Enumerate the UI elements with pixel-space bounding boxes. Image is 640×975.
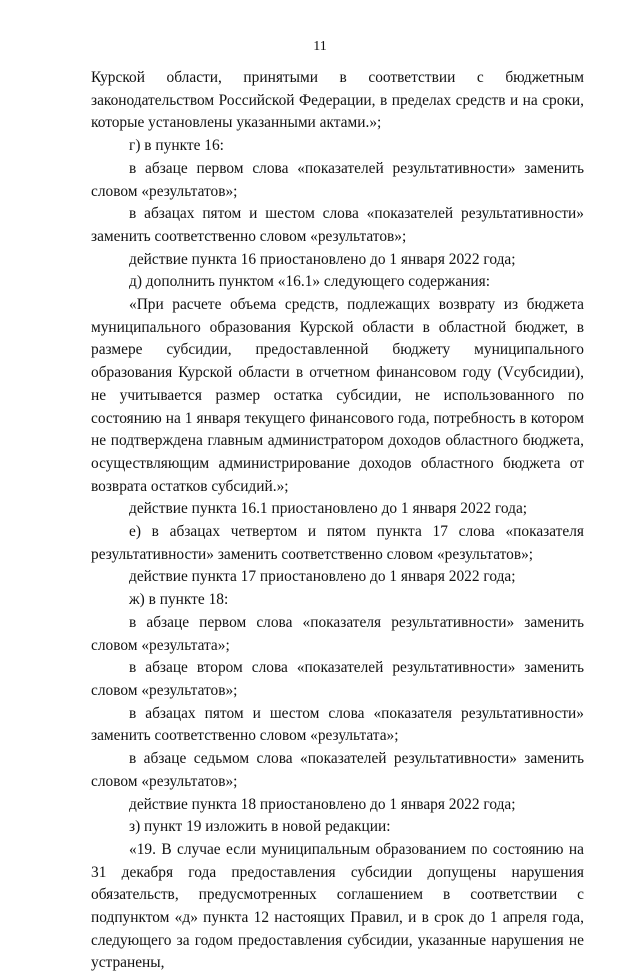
paragraph: з) пункт 19 изложить в новой редакции:: [129, 818, 391, 836]
paragraph: в абзацах пятом и шестом слова «показателя результативности» заменить соответственно словом «результата»;: [91, 704, 584, 745]
paragraph: д) дополнить пунктом «16.1» следующего содержания:: [129, 273, 490, 291]
paragraph: действие пункта 16 приостановлено до 1 января 2022 года;: [129, 250, 516, 268]
paragraph: в абзаце седьмом слова «показателей результативности» заменить словом «результатов»;: [91, 750, 584, 790]
paragraph: в абзаце первом слова «показателя результативности» заменить словом «результата»;: [91, 613, 584, 654]
paragraph: в абзацах пятом и шестом слова «показателей результативности» заменить соответственно словом «результатов»;: [91, 205, 584, 245]
paragraph: действие пункта 16.1 приостановлено до 1 января 2022 года;: [129, 500, 528, 518]
page-number: 11: [313, 39, 327, 54]
paragraph: в абзаце первом слова «показателей результативности» заменить словом «результатов»;: [91, 159, 584, 200]
paragraph: г) в пункте 16:: [129, 137, 224, 155]
paragraph: «19. В случае если муниципальным образованием по состоянию на 31 декабря года предоставления субсидии допущены нарушения обязательств, предусмотренных соглашением в соответствии с подпунктом «д» пункта 12 настоящих Правил, и в срок до 1 апреля года, следующего за годом предоставления субсидии, указанные нарушения не устранены,: [91, 840, 584, 972]
paragraph: е) в абзацах четвертом и пятом пункта 17 слова «показателя результативности» заменить соответственно словом «результатов»;: [91, 523, 584, 563]
paragraph: действие пункта 17 приостановлено до 1 января 2022 года;: [129, 568, 516, 586]
paragraph: в абзаце втором слова «показателей результативности» заменить словом «результатов»;: [91, 659, 584, 699]
paragraph: Курской области, принятыми в соответствии с бюджетным законодательством Российской Федерации, в пределах средств и на сроки, которые установлены указанными актами.»;: [91, 69, 584, 132]
document-body: [91, 67, 584, 975]
paragraph: «При расчете объема средств, подлежащих возврату из бюджета муниципального образования Курской области в областной бюджет, в размере субсидии, предоставленной бюджету муниципального образования Курской области в отчетном финансовом году (Vсубсидии), не учитывается размер остатка субсидии, не использованного по состоянию на 1 января текущего финансового года, потребность в котором не подтверждена главным администратором доходов областного бюджета, осуществляющим администрирование доходов областного бюджета от возврата остатков субсидий.»;: [91, 296, 584, 495]
paragraph: действие пункта 18 приостановлено до 1 января 2022 года;: [129, 795, 516, 813]
paragraph: ж) в пункте 18:: [129, 591, 229, 609]
